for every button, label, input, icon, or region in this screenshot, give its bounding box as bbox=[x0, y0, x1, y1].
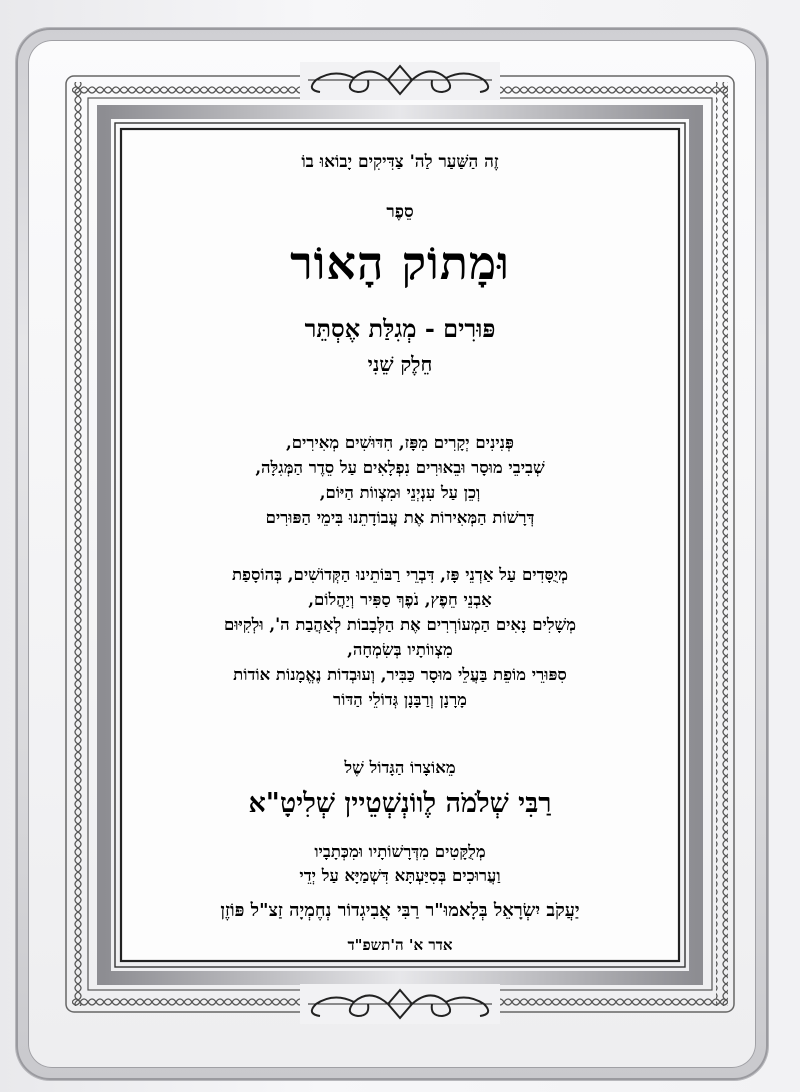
publication-date: אדר א' ה'תשפ"ד bbox=[347, 936, 453, 954]
compiled-line: מְלֻקָּטִים מִדְּרָשׁוֹתָיו וּמִכְּתָבָיו bbox=[314, 842, 486, 861]
foundation-line: מָרָנָן וְרַבָּנָן גְּדוֹלֵי הַדּוֹר bbox=[333, 690, 467, 709]
title-page-content bbox=[130, 140, 670, 970]
sefer-label: סֵפֶר bbox=[386, 202, 414, 222]
description-line: וְכֵן עַל עִנְיְנֵי וּמִצְווֹת הַיּוֹם, bbox=[319, 483, 481, 502]
chain-left bbox=[72, 82, 84, 1006]
foundation-line: מְיֻסָּדִים עַל אַדְנֵי פָּז, דִּבְרֵי רַבּוֹתֵינוּ הַקְּדוֹשִׁים, בְּהוֹסָפַת bbox=[231, 565, 569, 584]
description-line: שְׁבִיבֵי מוּסָר וּבֵאוּרִים נִפְלָאִים עַל סֵדֶר הַמְּגִלָּה, bbox=[255, 458, 545, 477]
book-title: וּמָתוֹק הָאוֹר bbox=[290, 236, 510, 290]
foundation-line: אַבְנֵי חֵפֶץ, נֹפֶךְ סַפִּיר וְיַהֲלוֹם, bbox=[308, 590, 492, 609]
compiled-line: וַעֲרוּכִים בְּסִיַּעְתָּא דִּשְׁמַיָּא עַל יְדֵי bbox=[299, 866, 501, 885]
motto: זֶה הַשַּׁעַר לַה' צַדִּיקִים יָבוֹאוּ בוֹ bbox=[301, 152, 499, 172]
foundation-line: סִפּוּרֵי מוֹפֵת בַּעֲלֵי מוּסָר כַּבִּיר, וְעוּבְדוֹת נֶאֱמָנוֹת אוֹדוֹת bbox=[233, 665, 567, 684]
description-line: דְּרָשׁוֹת הַמְּאִירוֹת אֶת עֲבוֹדָתֵנוּ בִּימֵי הַפּוּרִים bbox=[265, 508, 535, 527]
top-ornament bbox=[300, 62, 500, 100]
bottom-ornament bbox=[300, 984, 500, 1024]
chain-right bbox=[716, 82, 728, 1006]
description-line: פְּנִינִים יְקָרִים מִפָּז, חִדּוּשִׁים מְאִירִים, bbox=[285, 433, 515, 452]
foundation-block bbox=[130, 562, 670, 712]
author-prefix: מֵאוֹצָרוֹ הַגָּדוֹל שֶׁל bbox=[344, 758, 456, 777]
author-name: רַבִּי שְׁלֹמֹה לֶווֹנְשְׁטֵיין שְׁלִיטָ"א bbox=[248, 788, 552, 819]
subtitle: פּוּרִים - מְגִלַּת אֶסְתֵּר bbox=[304, 314, 496, 343]
editor-name: יַעֲקֹב יִשְׂרָאֵל בְּלָאמוּ"ר רַבִּי אֲבִיגְדוֹר נְחֶמְיָה זַצ"ל פּוֹזֶן bbox=[220, 900, 580, 921]
foundation-line: מְשָׁלִים נָאִים הַמְעוֹרְרִים אֶת הַלְּבָבוֹת לְאַהֲבַת ה', וּלְקִיּוּם bbox=[223, 615, 577, 634]
volume-part: חֵלֶק שֵׁנִי bbox=[367, 352, 433, 376]
compiled-block bbox=[130, 840, 670, 888]
description-block bbox=[130, 430, 670, 530]
foundation-line: מִצְווֹתָיו בְּשִׂמְחָה, bbox=[347, 640, 453, 659]
